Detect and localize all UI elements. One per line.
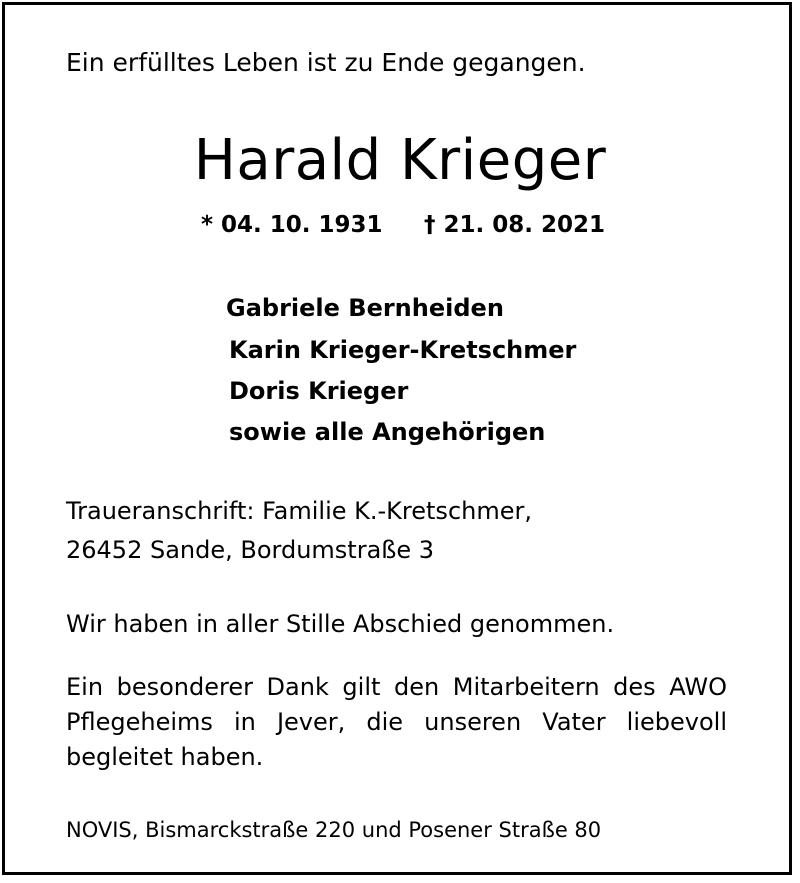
deceased-name: Harald Krieger (193, 128, 607, 193)
thanks-line: Ein besonderer Dank gilt den Mitarbeitern des AWO (66, 673, 727, 701)
farewell-text: Wir haben in aller Stille Abschied genommen. (66, 610, 615, 638)
thanks-paragraph (66, 670, 727, 775)
funeral-home-footer: NOVIS, Bismarckstraße 220 und Posener Straße 80 (66, 818, 602, 842)
mourner-name: Doris Krieger (229, 377, 409, 405)
mourners-closing: sowie alle Angehörigen (229, 418, 546, 446)
death-date: † 21. 08. 2021 (424, 212, 606, 238)
intro-text: Ein erfülltes Leben ist zu Ende gegangen. (66, 48, 586, 77)
thanks-line: begleitet haben. (66, 743, 264, 771)
address-line: 26452 Sande, Bordumstraße 3 (66, 536, 435, 564)
mourner-name: Karin Krieger-Kretschmer (229, 336, 577, 364)
birth-date: * 04. 10. 1931 (201, 212, 383, 238)
mourner-name: Gabriele Bernheiden (226, 294, 504, 322)
thanks-line: Pflegeheims in Jever, die unseren Vater liebevoll (66, 708, 727, 736)
address-line: Traueranschrift: Familie K.-Kretschmer, (66, 497, 532, 525)
